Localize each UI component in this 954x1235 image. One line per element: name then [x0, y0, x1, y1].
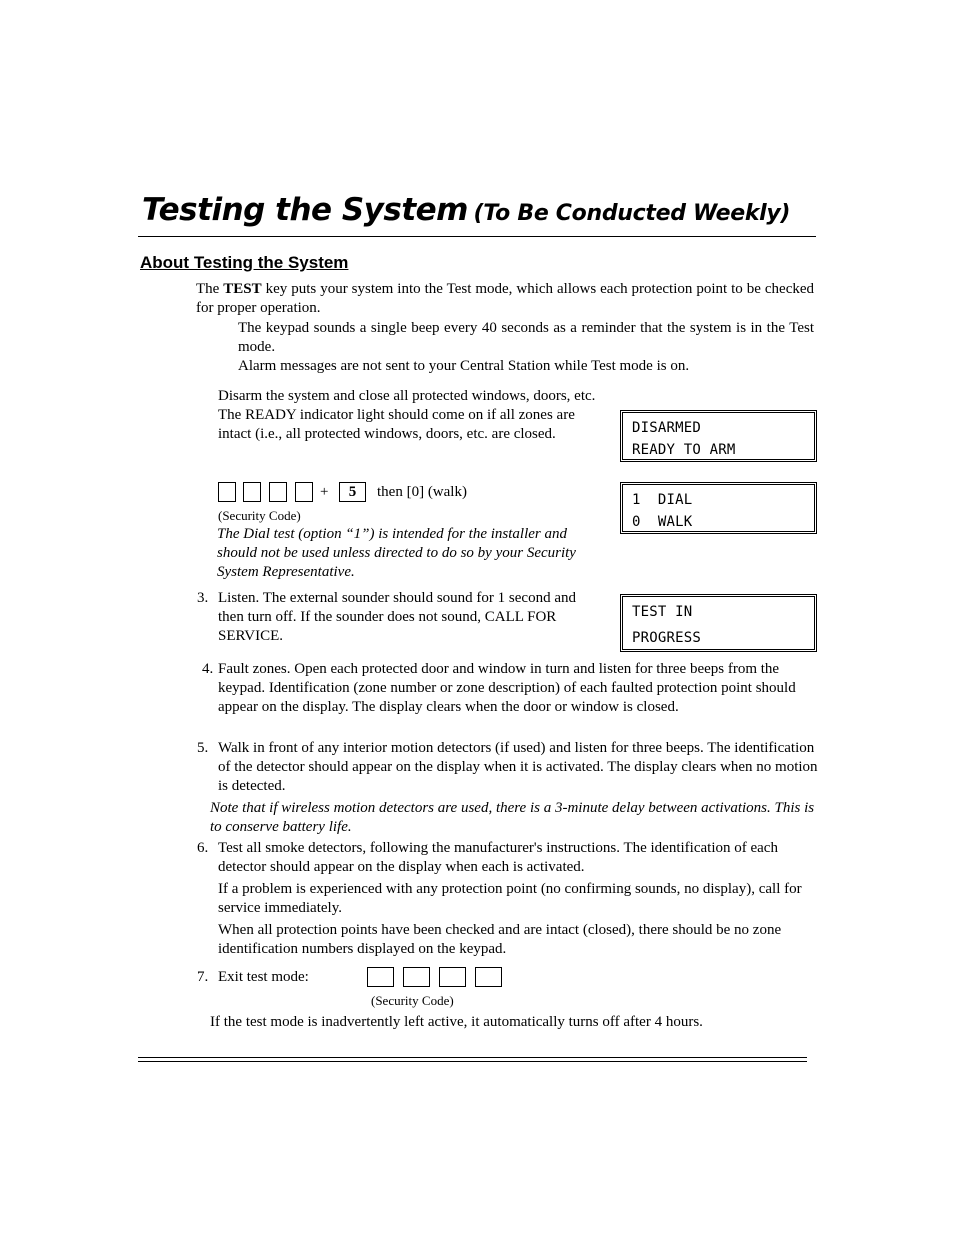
step4-number: 4.: [202, 661, 214, 677]
intro-note-alarm: Alarm messages are not sent to your Central Station while Test mode is on.: [238, 358, 690, 374]
step6-problem-note: If a problem is experienced with any protection point (no confirming sounds, no display), call for service immediately.: [218, 881, 802, 916]
dial-test-note: The Dial test (option “1”) is intended for the installer and should not be used unless directed to do so by your Security System Representative.: [217, 526, 576, 580]
title-divider: [138, 236, 816, 237]
lcd-line-2: READY TO ARM: [632, 442, 736, 458]
title-subtitle: (To Be Conducted Weekly): [473, 201, 791, 226]
step1-text: Disarm the system and close all protected windows, doors, etc. The READY indicator light should come on if all zones are intact (i.e., all protected windows, doors, etc. are closed.: [218, 388, 596, 442]
exit-security-code-label: (Security Code): [371, 993, 454, 1008]
exit-code-key-1: [367, 967, 394, 987]
intro-note-beep: The keypad sounds a single beep every 40 seconds as a reminder that the system is in the Test mode.: [238, 320, 814, 355]
security-code-label: (Security Code): [218, 508, 301, 523]
step3-text: Listen. The external sounder should sound for 1 second and then turn off. If the sounder does not sound, CALL FOR SERVICE.: [218, 590, 576, 644]
exit-code-key-2: [403, 967, 430, 987]
footer-divider: [138, 1057, 807, 1062]
exit-code-key-3: [439, 967, 466, 987]
lcd-line-1: TEST IN: [632, 604, 693, 620]
intro-post: key puts your system into the Test mode, which allows each protection point to be checked for proper operation.: [196, 281, 815, 316]
section-heading: About Testing the System: [140, 253, 349, 272]
step3-number: 3.: [197, 590, 209, 606]
auto-off-note: If the test mode is inadvertently left active, it automatically turns off after 4 hours.: [210, 1014, 703, 1030]
code-key-3: [269, 482, 287, 502]
wireless-note: Note that if wireless motion detectors are used, there is a 3-minute delay between activations. This is to conserve battery life.: [210, 800, 815, 835]
title-main: Testing the System: [142, 192, 468, 228]
lcd-line-2: PROGRESS: [632, 630, 702, 646]
code-key-2: [243, 482, 261, 502]
lcd-display-dial-walk: [620, 482, 817, 534]
step6-text: Test all smoke detectors, following the manufacturer's instructions. The identification of each detector should appear on the display when each is activated.: [218, 840, 778, 875]
step2-then-walk: then [0] (walk): [377, 484, 467, 500]
step6-all-clear-note: When all protection points have been checked and are intact (closed), there should be no zone identification numbers displayed on the keypad.: [218, 922, 782, 957]
code-key-1: [218, 482, 236, 502]
page-title: [142, 192, 790, 228]
step4-text: Fault zones. Open each protected door and window in turn and listen for three beeps from the keypad. Identification (zone number or zone description) of each faulted protection point should appear on the display. The display clears when the door or window is closed.: [218, 661, 796, 715]
step7-number: 7.: [197, 969, 209, 985]
lcd-line-2: 0 WALK: [632, 514, 693, 530]
lcd-line-1: 1 DIAL: [632, 492, 693, 508]
step5-number: 5.: [197, 740, 209, 756]
intro-paragraph: [196, 280, 814, 318]
lcd-display-disarmed: [620, 410, 817, 462]
code-key-4: [295, 482, 313, 502]
intro-pre: The: [196, 281, 220, 297]
step5-text: Walk in front of any interior motion detectors (if used) and listen for three beeps. The identification of the detector should appear on the display when it is activated. The display clears when no motion is detected.: [218, 740, 818, 794]
step7-text: Exit test mode:: [218, 969, 309, 985]
lcd-display-test-in-progress: [620, 594, 817, 652]
exit-code-key-4: [475, 967, 502, 987]
key-5: 5: [339, 482, 366, 502]
lcd-line-1: DISARMED: [632, 420, 702, 436]
step6-number: 6.: [197, 840, 209, 856]
plus-sign: +: [320, 484, 329, 500]
test-key-label: TEST: [223, 281, 262, 297]
